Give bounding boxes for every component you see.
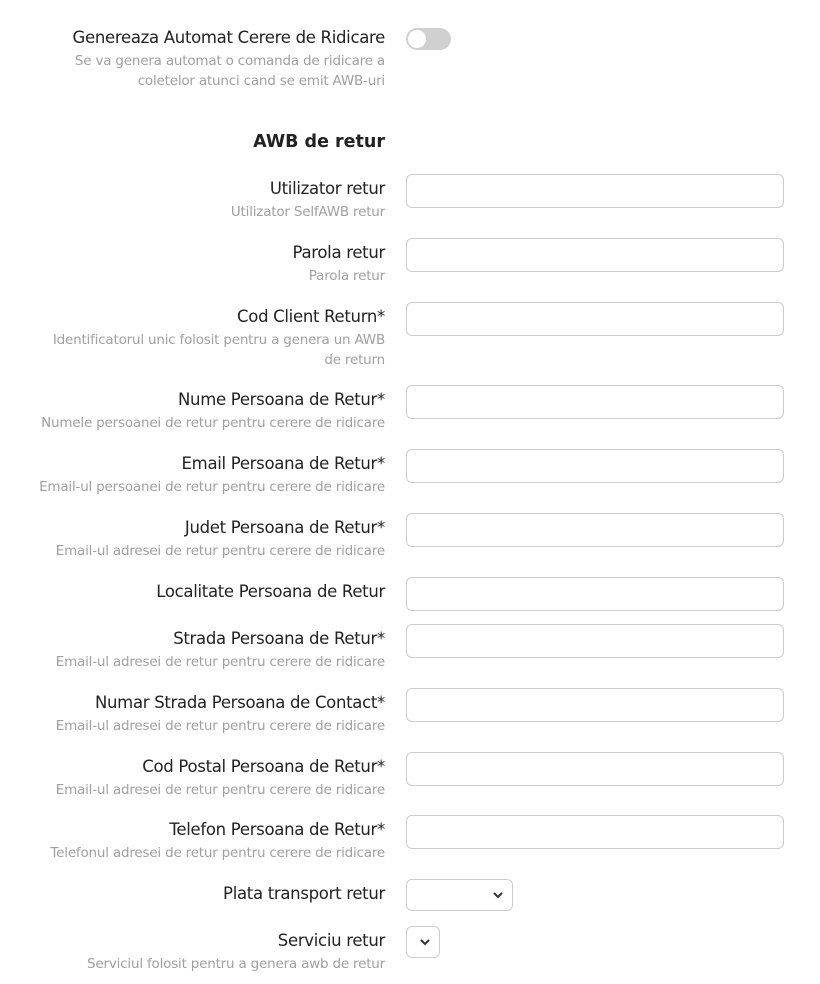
field-description	[50, 843, 385, 863]
field-input[interactable]	[406, 302, 784, 336]
field-description	[309, 266, 385, 286]
field-description	[39, 477, 385, 497]
field-description	[56, 780, 385, 800]
field-desc-line: Email-ul adresei de retur pentru cerere de ridicare	[55, 654, 385, 670]
chevron-down-icon	[419, 937, 431, 947]
auto-pickup-desc-line2: coletelor atunci cand se emit AWB-uri	[137, 73, 385, 89]
field-input[interactable]	[406, 624, 784, 658]
field-input[interactable]	[406, 385, 784, 419]
serviciu-description: Serviciul folosit pentru a genera awb de retur	[87, 956, 385, 972]
field-label: Localitate Persoana de Retur	[156, 582, 385, 601]
auto-pickup-desc-line1: Se va genera automat o comanda de ridicare a	[74, 53, 385, 69]
field-description	[56, 541, 385, 561]
field-desc-line: Email-ul adresei de retur pentru cerere de ridicare	[55, 782, 385, 798]
auto-pickup-label: Genereaza Automat Cerere de Ridicare	[72, 28, 385, 47]
section-title: AWB de retur	[253, 132, 385, 152]
field-input[interactable]	[406, 815, 784, 849]
field-description	[53, 330, 385, 370]
field-label: Cod Postal Persoana de Retur*	[142, 757, 385, 776]
field-desc-line: Utilizator SelfAWB retur	[230, 204, 385, 220]
field-label: Judet Persoana de Retur*	[184, 518, 385, 537]
field-desc-line: Parola retur	[308, 268, 385, 284]
field-label: Numar Strada Persoana de Contact*	[94, 693, 385, 712]
field-input[interactable]	[406, 688, 784, 722]
field-input[interactable]	[406, 238, 784, 272]
field-input[interactable]	[406, 577, 784, 611]
serviciu-label: Serviciu retur	[277, 931, 385, 950]
field-input[interactable]	[406, 174, 784, 208]
field-description	[41, 413, 385, 433]
toggle-knob	[408, 30, 426, 48]
field-input[interactable]	[406, 752, 784, 786]
auto-pickup-description	[75, 51, 385, 91]
serviciu-select[interactable]	[406, 926, 440, 958]
field-label: Email Persoana de Retur*	[181, 454, 385, 473]
field-desc-line: Email-ul adresei de retur pentru cerere de ridicare	[55, 543, 385, 559]
field-label: Parola retur	[292, 243, 385, 262]
field-label: Telefon Persoana de Retur*	[169, 820, 385, 839]
plata-label: Plata transport retur	[223, 884, 385, 903]
field-input[interactable]	[406, 513, 784, 547]
field-label: Cod Client Return*	[237, 307, 385, 326]
field-desc-line: Numele persoanei de retur pentru cerere de ridicare	[41, 415, 385, 431]
field-desc-line: Email-ul persoanei de retur pentru cerere de ridicare	[39, 479, 385, 495]
plata-select[interactable]	[406, 879, 513, 911]
field-description	[56, 716, 385, 736]
field-desc-line: Email-ul adresei de retur pentru cerere de ridicare	[55, 718, 385, 734]
field-input[interactable]	[406, 449, 784, 483]
field-label: Strada Persoana de Retur*	[173, 629, 385, 648]
field-label: Nume Persoana de Retur*	[178, 390, 385, 409]
chevron-down-icon	[492, 890, 504, 900]
field-desc-line: Telefonul adresei de retur pentru cerere de ridicare	[50, 845, 385, 861]
field-label: Utilizator retur	[269, 179, 385, 198]
field-desc-line: de return	[324, 352, 385, 368]
field-desc-line: Identificatorul unic folosit pentru a genera un AWB	[52, 332, 385, 348]
field-description	[231, 202, 385, 222]
auto-pickup-toggle[interactable]	[406, 28, 451, 50]
field-description	[56, 652, 385, 672]
